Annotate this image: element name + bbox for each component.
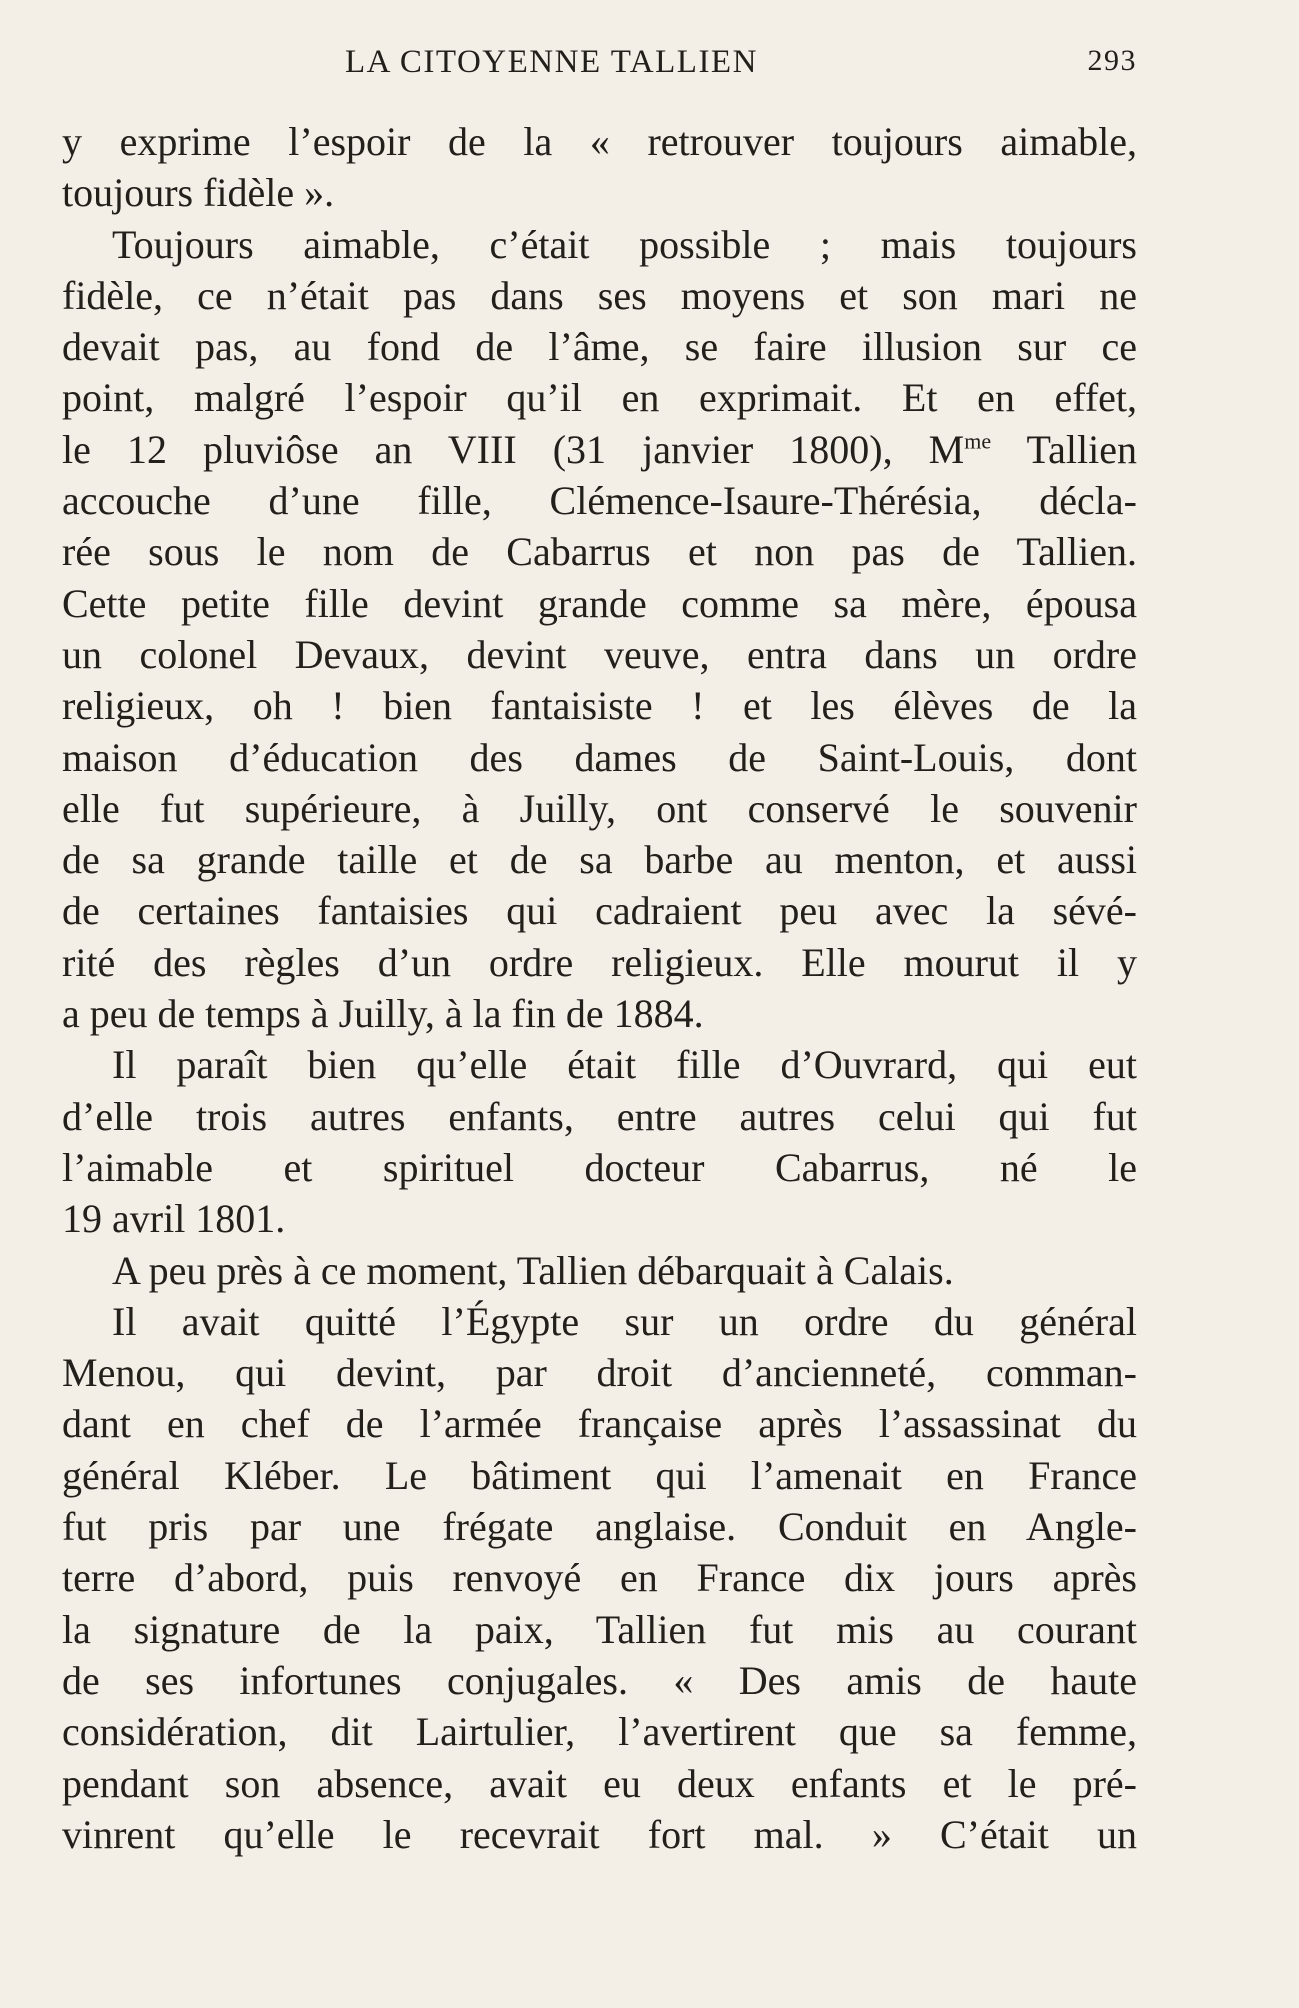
text-line: fut pris par une frégate anglaise. Conduit en Angle- [62,1504,1137,1550]
text-segment: le 12 pluviôse an VIII (31 janvier 1800), M [62,426,965,472]
text-line: de sa grande taille et de sa barbe au menton, et aussi [62,837,1137,883]
text-line: Cette petite fille devint grande comme sa mère, épousa [62,580,1137,626]
text-line: général Kléber. Le bâtiment qui l’amenait en France [62,1452,1137,1498]
text-line: rité des règles d’un ordre religieux. Elle mourut il y [62,939,1137,985]
text-line: rée sous le nom de Cabarrus et non pas de Tallien. [62,529,1137,575]
text-line: considération, dit Lairtulier, l’avertirent que sa femme, [62,1709,1137,1755]
text-line [62,424,1137,475]
text-line: la signature de la paix, Tallien fut mis au courant [62,1606,1137,1652]
text-line: elle fut supérieure, à Juilly, ont conservé le souvenir [62,785,1137,831]
text-line: accouche d’une fille, Clémence-Isaure-Thérésia, décla- [62,478,1137,524]
text-line: maison d’éducation des dames de Saint-Louis, dont [62,734,1137,780]
text-line: pendant son absence, avait eu deux enfants et le pré- [62,1760,1137,1806]
page-number: 293 [1087,44,1137,77]
text-line: Toujours aimable, c’était possible ; mais toujours [112,221,1137,267]
text-line: y exprime l’espoir de la « retrouver toujours aimable, [62,119,1137,164]
text-line: dant en chef de l’armée française après l’assassinat du [62,1401,1137,1447]
text-line: A peu près à ce moment, Tallien débarquait à Calais. [112,1247,954,1293]
paragraph [62,1039,1137,1244]
text-line: d’elle trois autres enfants, entre autres celui qui fut [62,1093,1137,1139]
text-line: religieux, oh ! bien fantaisiste ! et les élèves de la [62,683,1137,729]
running-head [62,44,1137,94]
text-line: vinrent qu’elle le recevrait fort mal. » C’était un [62,1811,1137,1857]
paragraph [62,219,1137,1040]
superscript: me [964,428,992,454]
text-line: devait pas, au fond de l’âme, se faire illusion sur ce [62,324,1137,370]
text-line: point, malgré l’espoir qu’il en exprimait. Et en effet, [62,375,1137,421]
text-line: Menou, qui devint, par droit d’ancienneté, comman- [62,1350,1137,1396]
running-title: LA CITOYENNE TALLIEN [345,44,758,80]
paragraph [62,116,1137,219]
text-line: Il avait quitté l’Égypte sur un ordre du général [112,1298,1137,1344]
body-text [62,116,1137,1860]
text-line: fidèle, ce n’était pas dans ses moyens et son mari ne [62,272,1137,318]
text-line: l’aimable et spirituel docteur Cabarrus, né le [62,1144,1137,1190]
text-line: toujours fidèle ». [62,170,335,216]
paragraph [62,1296,1137,1860]
text-line: de certaines fantaisies qui cadraient peu avec la sévé- [62,888,1137,934]
text-line: a peu de temps à Juilly, à la fin de 1884. [62,991,704,1037]
text-line: Il paraît bien qu’elle était fille d’Ouvrard, qui eut [112,1042,1137,1088]
paragraph [62,1245,1137,1296]
text-line: un colonel Devaux, devint veuve, entra dans un ordre [62,631,1137,677]
text-line: 19 avril 1801. [62,1196,286,1242]
text-segment: Tallien [991,426,1137,472]
text-line: terre d’abord, puis renvoyé en France dix jours après [62,1555,1137,1601]
text-line: de ses infortunes conjugales. « Des amis de haute [62,1657,1137,1703]
